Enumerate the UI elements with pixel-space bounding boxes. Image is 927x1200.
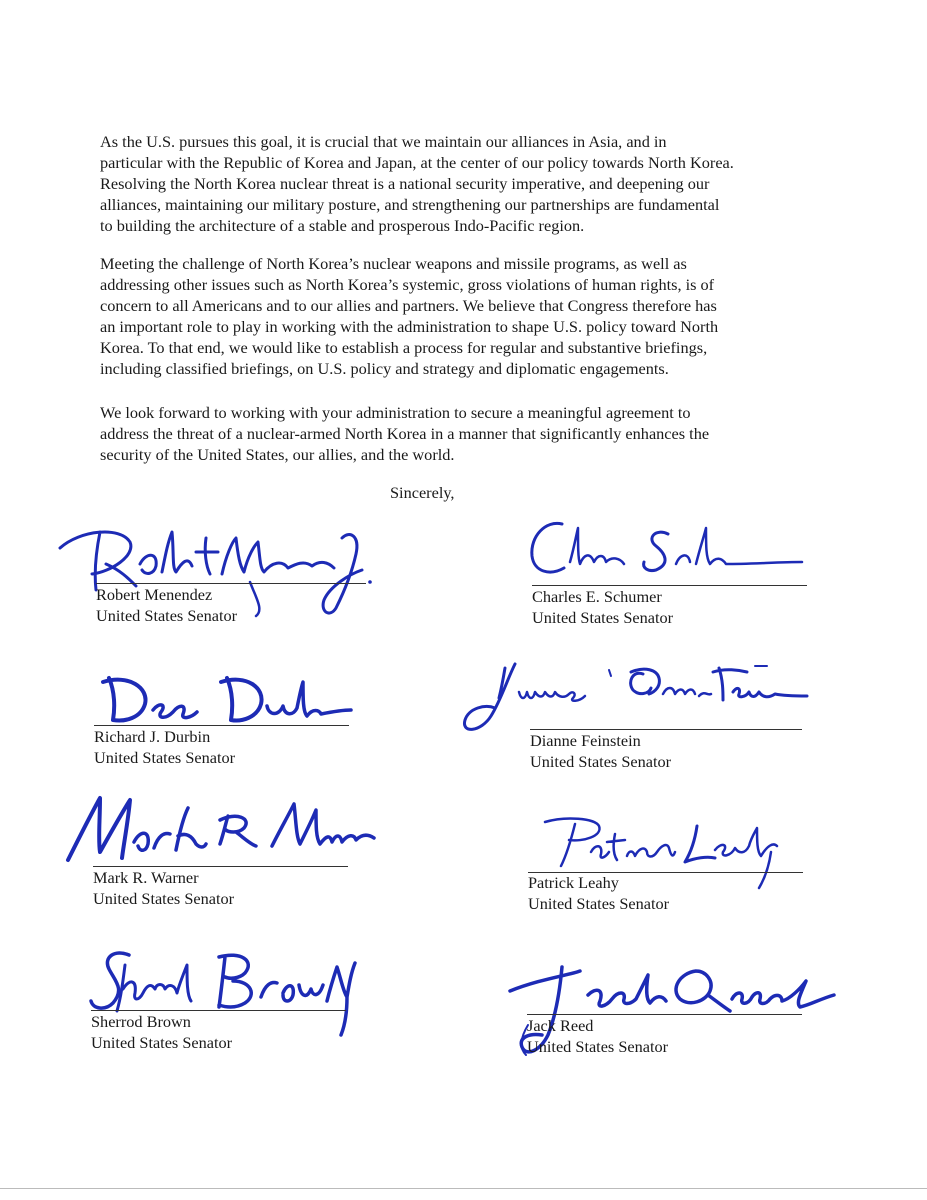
signatory-title: United States Senator <box>532 608 674 627</box>
signature-block-6 <box>528 872 828 914</box>
paragraph-line: addressing other issues such as North Korea’s systemic, gross violations of human rights, is of <box>100 275 715 294</box>
signatory-name: Patrick Leahy <box>528 873 619 892</box>
page-bottom-edge <box>0 1188 927 1189</box>
signature-block-2 <box>532 586 832 628</box>
paragraph-line: alliances, maintaining our military posture, and strengthening our partnerships are fundamental <box>100 195 720 214</box>
signatory-title: United States Senator <box>94 748 236 767</box>
signature-block-3 <box>94 726 394 768</box>
paragraph-line: to building the architecture of a stable and prosperous Indo-Pacific region. <box>100 216 585 235</box>
paragraph-line: security of the United States, our allies, and the world. <box>100 445 455 464</box>
paragraph-line: We look forward to working with your administration to secure a meaningful agreement to <box>100 403 691 422</box>
signature-block-8 <box>527 1015 827 1057</box>
body-paragraph-3 <box>100 402 820 465</box>
signatory-name: Jack Reed <box>527 1016 594 1035</box>
signature-block-5 <box>93 867 393 909</box>
handwritten-signature-durbin <box>95 668 355 728</box>
signature-block-1 <box>96 584 396 626</box>
signatory-title: United States Senator <box>93 889 235 908</box>
body-paragraph-2 <box>100 253 820 379</box>
signatory-name: Robert Menendez <box>96 585 213 604</box>
paragraph-line: concern to all Americans and to our allies and partners. We believe that Congress therefore has <box>100 296 717 315</box>
signatory-name: Mark R. Warner <box>93 868 199 887</box>
signature-block-4 <box>530 730 830 772</box>
paragraph-line: address the threat of a nuclear-armed North Korea in a manner that significantly enhances the <box>100 424 710 443</box>
handwritten-signature-schumer <box>520 512 810 592</box>
paragraph-line: an important role to play in working with the administration to shape U.S. policy toward North <box>100 317 719 336</box>
signatory-name: Sherrod Brown <box>91 1012 191 1031</box>
paragraph-line: Resolving the North Korea nuclear threat is a national security imperative, and deepening our <box>100 174 710 193</box>
paragraph-line: Meeting the challenge of North Korea’s nuclear weapons and missile programs, as well as <box>100 254 687 273</box>
paragraph-line: Korea. To that end, we would like to establish a process for regular and substantive briefings, <box>100 338 708 357</box>
paragraph-line: including classified briefings, on U.S. policy and strategy and diplomatic engagements. <box>100 359 669 378</box>
signatory-title: United States Senator <box>530 752 672 771</box>
closing-salutation: Sincerely, <box>390 483 455 502</box>
signatory-title: United States Senator <box>527 1037 669 1056</box>
body-paragraph-1 <box>100 131 820 236</box>
signatory-name: Charles E. Schumer <box>532 587 662 606</box>
signatory-name: Richard J. Durbin <box>94 727 211 746</box>
signature-block-7 <box>91 1011 391 1053</box>
signatory-title: United States Senator <box>528 894 670 913</box>
paragraph-line: As the U.S. pursues this goal, it is crucial that we maintain our alliances in Asia, and in <box>100 132 667 151</box>
paragraph-line: particular with the Republic of Korea and Japan, at the center of our policy towards North Korea. <box>100 153 734 172</box>
handwritten-signature-warner <box>60 790 380 870</box>
signatory-title: United States Senator <box>96 606 238 625</box>
signatory-title: United States Senator <box>91 1033 233 1052</box>
signatory-name: Dianne Feinstein <box>530 731 641 750</box>
